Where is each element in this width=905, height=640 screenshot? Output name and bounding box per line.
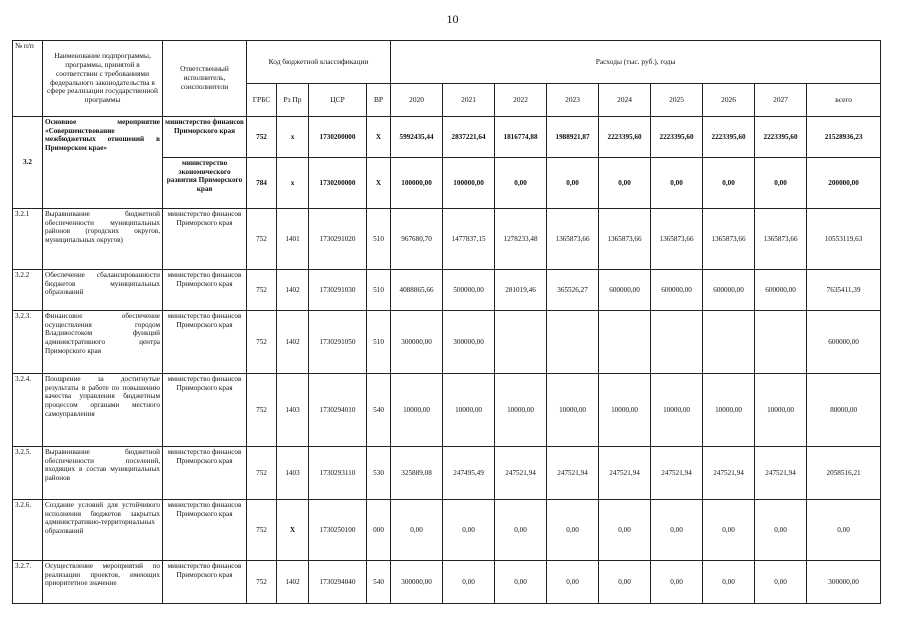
row-responsible: министерство финансов Приморского края <box>163 561 247 604</box>
cell-value <box>599 311 651 374</box>
cell-csr: 1730294010 <box>309 374 367 447</box>
cell-total: 21528936,23 <box>807 117 881 158</box>
cell-value: 0,00 <box>391 500 443 561</box>
header-year: 2022 <box>495 84 547 117</box>
table-row <box>13 270 881 311</box>
row-name: Выравнивание бюджетной обеспеченности муниципальных районов (городских округов, муниципальных округов) <box>43 209 163 270</box>
row-number: 3.2.5. <box>13 447 43 500</box>
cell-total: 600000,00 <box>807 311 881 374</box>
cell-value: 1365873,66 <box>599 209 651 270</box>
cell-grbs: 752 <box>247 270 277 311</box>
cell-value: 10000,00 <box>547 374 599 447</box>
table-row <box>13 374 881 447</box>
cell-value: 0,00 <box>703 158 755 209</box>
cell-vr: 540 <box>367 374 391 447</box>
table-row <box>13 209 881 270</box>
cell-vr: 510 <box>367 270 391 311</box>
table-row <box>13 500 881 561</box>
cell-grbs: 752 <box>247 374 277 447</box>
header-code-group: Код бюджетной классификации <box>247 41 391 84</box>
cell-value: 281019,46 <box>495 270 547 311</box>
cell-value: 1365873,66 <box>547 209 599 270</box>
cell-rzpr: 1402 <box>277 561 309 604</box>
cell-value: 0,00 <box>443 500 495 561</box>
cell-value: 0,00 <box>651 500 703 561</box>
header-name: Наименование подпрограммы, программы, принятой в соответствии с требованиями федерального законодательства в сфере реализации государственной программы <box>43 41 163 117</box>
row-responsible: министерство финансов Приморского края <box>163 374 247 447</box>
cell-value: 0,00 <box>651 561 703 604</box>
row-number: 3.2.1 <box>13 209 43 270</box>
header-responsible: Ответственный исполнитель, соисполнители <box>163 41 247 117</box>
cell-csr: 1730250100 <box>309 500 367 561</box>
cell-grbs: 752 <box>247 447 277 500</box>
cell-rzpr: 1403 <box>277 374 309 447</box>
cell-value <box>547 311 599 374</box>
cell-value: 1477837,15 <box>443 209 495 270</box>
cell-value: 0,00 <box>755 500 807 561</box>
cell-value <box>703 311 755 374</box>
cell-value: 500000,00 <box>443 270 495 311</box>
cell-vr: Х <box>367 158 391 209</box>
cell-value <box>755 311 807 374</box>
cell-value: 247495,49 <box>443 447 495 500</box>
cell-value <box>651 311 703 374</box>
cell-value: 10000,00 <box>443 374 495 447</box>
cell-grbs: 752 <box>247 117 277 158</box>
cell-value: 1988921,87 <box>547 117 599 158</box>
row-name: Основное мероприятие «Совершенствование межбюджетных отношений в Приморском крае» <box>43 117 163 209</box>
cell-value: 600000,00 <box>755 270 807 311</box>
cell-value: 967680,70 <box>391 209 443 270</box>
row-responsible: министерство финансов Приморского края <box>163 447 247 500</box>
cell-grbs: 752 <box>247 209 277 270</box>
cell-value: 0,00 <box>755 158 807 209</box>
cell-total: 300000,00 <box>807 561 881 604</box>
cell-value: 247521,94 <box>703 447 755 500</box>
cell-rzpr: 1401 <box>277 209 309 270</box>
cell-value: 300000,00 <box>391 561 443 604</box>
cell-value: 2223395,60 <box>651 117 703 158</box>
header-year: 2021 <box>443 84 495 117</box>
cell-value: 325889,08 <box>391 447 443 500</box>
cell-rzpr: Х <box>277 500 309 561</box>
cell-csr: 1730291030 <box>309 270 367 311</box>
row-name: Осуществление мероприятий по реализации проектов, имеющих приоритетное значение <box>43 561 163 604</box>
header-row-1 <box>13 41 881 84</box>
header-grbs: ГРБС <box>247 84 277 117</box>
header-year: 2020 <box>391 84 443 117</box>
row-responsible: министерство экономического развития Приморского края <box>163 158 247 209</box>
cell-vr: 510 <box>367 209 391 270</box>
header-year: 2024 <box>599 84 651 117</box>
cell-value: 100000,00 <box>391 158 443 209</box>
cell-value: 600000,00 <box>599 270 651 311</box>
table-row <box>13 311 881 374</box>
cell-value <box>495 311 547 374</box>
cell-value: 247521,94 <box>547 447 599 500</box>
cell-value: 2837221,64 <box>443 117 495 158</box>
cell-value: 247521,94 <box>599 447 651 500</box>
cell-value: 0,00 <box>599 158 651 209</box>
cell-total: 80000,00 <box>807 374 881 447</box>
cell-value: 10000,00 <box>391 374 443 447</box>
row-number: 3.2.3. <box>13 311 43 374</box>
header-year: 2023 <box>547 84 599 117</box>
cell-value: 10000,00 <box>651 374 703 447</box>
cell-vr: 510 <box>367 311 391 374</box>
cell-value: 0,00 <box>443 561 495 604</box>
cell-value: 2223395,60 <box>599 117 651 158</box>
page-number: 10 <box>446 12 459 26</box>
cell-csr: 1730291020 <box>309 209 367 270</box>
cell-value: 10000,00 <box>755 374 807 447</box>
table-row <box>13 447 881 500</box>
cell-value: 365526,27 <box>547 270 599 311</box>
table-row <box>13 561 881 604</box>
cell-value: 1365873,66 <box>703 209 755 270</box>
cell-value: 600000,00 <box>703 270 755 311</box>
header-vr: ВР <box>367 84 391 117</box>
row-responsible: министерство финансов Приморского края <box>163 311 247 374</box>
cell-value: 1365873,66 <box>651 209 703 270</box>
cell-total: 2058516,21 <box>807 447 881 500</box>
cell-value: 0,00 <box>547 500 599 561</box>
row-responsible: министерство финансов Приморского края <box>163 209 247 270</box>
cell-value: 300000,00 <box>443 311 495 374</box>
header-csr: ЦСР <box>309 84 367 117</box>
cell-vr: 540 <box>367 561 391 604</box>
cell-total: 200000,00 <box>807 158 881 209</box>
cell-value: 247521,94 <box>651 447 703 500</box>
cell-vr: 530 <box>367 447 391 500</box>
cell-csr: 1730294040 <box>309 561 367 604</box>
cell-vr: Х <box>367 117 391 158</box>
cell-grbs: 752 <box>247 500 277 561</box>
row-number: 3.2.4. <box>13 374 43 447</box>
cell-value: 5992435,44 <box>391 117 443 158</box>
header-year: 2027 <box>755 84 807 117</box>
cell-value: 0,00 <box>495 158 547 209</box>
cell-total: 10553119,63 <box>807 209 881 270</box>
cell-value: 0,00 <box>495 561 547 604</box>
cell-grbs: 784 <box>247 158 277 209</box>
cell-value: 1278233,48 <box>495 209 547 270</box>
cell-csr: 1730291050 <box>309 311 367 374</box>
header-num: № п/п <box>13 41 43 117</box>
header-rzpr: Рз Пр <box>277 84 309 117</box>
row-name: Поощрение за достигнутые результаты в работе по повышению качества управления бюджетным процессом органами местного самоуправления <box>43 374 163 447</box>
cell-grbs: 752 <box>247 561 277 604</box>
header-total: всего <box>807 84 881 117</box>
cell-value: 0,00 <box>703 500 755 561</box>
cell-value: 0,00 <box>599 500 651 561</box>
cell-vr: 000 <box>367 500 391 561</box>
row-number: 3.2.7. <box>13 561 43 604</box>
cell-value: 4088865,66 <box>391 270 443 311</box>
row-number: 3.2.6. <box>13 500 43 561</box>
cell-value: 0,00 <box>703 561 755 604</box>
row-responsible: министерство финансов Приморского края <box>163 270 247 311</box>
cell-value: 10000,00 <box>495 374 547 447</box>
header-expenses-group: Расходы (тыс. руб.), годы <box>391 41 881 84</box>
cell-value: 1816774,88 <box>495 117 547 158</box>
cell-csr: 1730293110 <box>309 447 367 500</box>
cell-rzpr: х <box>277 158 309 209</box>
cell-total: 7635411,39 <box>807 270 881 311</box>
cell-value: 100000,00 <box>443 158 495 209</box>
cell-value: 247521,94 <box>495 447 547 500</box>
cell-value: 10000,00 <box>599 374 651 447</box>
row-responsible: министерство финансов Приморского края <box>163 117 247 158</box>
cell-total: 0,00 <box>807 500 881 561</box>
row-name: Финансовое обеспечение осуществления городом Владивостоком функций административного центра Приморского края <box>43 311 163 374</box>
row-name: Выравнивание бюджетной обеспеченности поселений, входящих в состав муниципальных районов <box>43 447 163 500</box>
cell-value: 300000,00 <box>391 311 443 374</box>
cell-csr: 1730200000 <box>309 158 367 209</box>
cell-rzpr: 1402 <box>277 270 309 311</box>
cell-value: 1365873,66 <box>755 209 807 270</box>
cell-value: 0,00 <box>547 158 599 209</box>
cell-value: 0,00 <box>755 561 807 604</box>
row-number: 3.2 <box>13 117 43 209</box>
cell-value: 247521,94 <box>755 447 807 500</box>
cell-rzpr: 1402 <box>277 311 309 374</box>
cell-rzpr: х <box>277 117 309 158</box>
cell-grbs: 752 <box>247 311 277 374</box>
cell-value: 600000,00 <box>651 270 703 311</box>
row-name: Обеспечение сбалансированности бюджетов муниципальных образований <box>43 270 163 311</box>
budget-table <box>12 40 881 604</box>
cell-value: 0,00 <box>495 500 547 561</box>
cell-value: 0,00 <box>547 561 599 604</box>
row-name: Создание условий для устойчивого исполнения бюджетов закрытых административно-территориальных образований <box>43 500 163 561</box>
header-year: 2026 <box>703 84 755 117</box>
row-responsible: министерство финансов Приморского края <box>163 500 247 561</box>
cell-rzpr: 1403 <box>277 447 309 500</box>
cell-value: 2223395,60 <box>703 117 755 158</box>
cell-value: 2223395,60 <box>755 117 807 158</box>
cell-value: 10000,00 <box>703 374 755 447</box>
main-activity-row <box>13 117 881 158</box>
cell-value: 0,00 <box>651 158 703 209</box>
cell-csr: 1730200000 <box>309 117 367 158</box>
header-year: 2025 <box>651 84 703 117</box>
cell-value: 0,00 <box>599 561 651 604</box>
row-number: 3.2.2 <box>13 270 43 311</box>
